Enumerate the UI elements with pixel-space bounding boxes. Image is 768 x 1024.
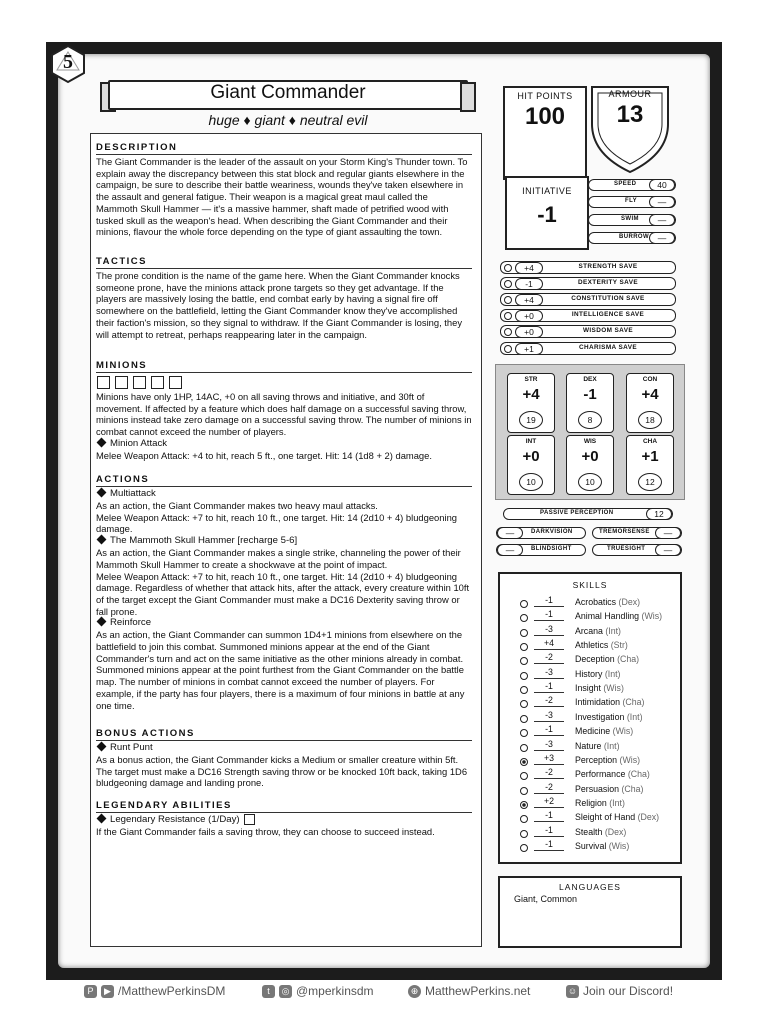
proficiency-dot[interactable]: [504, 296, 512, 304]
footer-website[interactable]: ⊕ MatthewPerkins.net: [408, 982, 530, 1000]
action-text: Melee Weapon Attack: +7 to hit, reach 10 ft., one target. Hit: 14 (2d10 + 4) bludgeoning damage. Regardless of whether that attack hits, after the attack, every creature within 10ft of the target except the Giant Commander must make a DC16 Dexterity saving throw or fall prone.: [96, 570, 470, 617]
skill-modifier: -1: [534, 811, 564, 822]
ability-str: STR +4 19: [507, 373, 555, 433]
skill-row: [520, 625, 680, 639]
proficiency-dot[interactable]: [520, 801, 528, 809]
skill-name: Medicine (Wis): [575, 726, 634, 737]
skill-modifier: -1: [534, 682, 564, 693]
skill-row: [520, 668, 680, 682]
skills-heading: SKILLS: [572, 580, 608, 590]
skill-row: [520, 610, 680, 624]
skill-modifier: -1: [534, 596, 564, 607]
tactics-section: [96, 256, 472, 340]
section-heading: TACTICS: [96, 256, 472, 269]
action-text: As an action, the Giant Commander makes a single strike, channeling the power of their Mammoth Skull Hammer to create a shockwave at the point of impact.: [96, 547, 461, 570]
skill-modifier: -1: [534, 610, 564, 621]
darkvision-pill: — DARKVISION: [496, 527, 586, 539]
minion-checkbox[interactable]: [169, 376, 182, 389]
skill-name: Survival (Wis): [575, 840, 630, 851]
footer-patreon[interactable]: P ▶ /MatthewPerkinsDM: [84, 982, 225, 1000]
skill-row: [520, 754, 680, 768]
skill-modifier: +3: [534, 754, 564, 765]
minions-section: [96, 360, 472, 462]
instagram-icon: ◎: [279, 985, 292, 998]
footer-discord[interactable]: ☺ Join our Discord!: [567, 984, 674, 998]
ability-dex: DEX -1 8: [566, 373, 614, 433]
d20-badge-icon: [48, 44, 88, 84]
minion-attack-name: Minion Attack: [96, 438, 472, 450]
legendary-section: [96, 800, 472, 838]
skill-modifier: -2: [534, 653, 564, 664]
dexterity-save: -1 DEXTERITY SAVE: [500, 277, 676, 290]
diamond-icon: [97, 617, 107, 627]
passive-perception-pill: PASSIVE PERCEPTION 12: [503, 508, 673, 520]
action-text: Melee Weapon Attack: +7 to hit, reach 10 ft., one target. Hit: 14 (2d10 + 4) bludgeoning damage.: [96, 511, 457, 535]
skill-name: Deception (Cha): [575, 654, 640, 665]
legendary-use-checkbox[interactable]: [244, 814, 255, 825]
description-section: [96, 142, 472, 238]
skill-row: [520, 711, 680, 725]
armour-value: 13: [616, 101, 644, 128]
proficiency-dot[interactable]: [520, 614, 528, 622]
action-name: The Mammoth Skull Hammer [recharge 5-6]: [96, 535, 472, 547]
skills-panel: [498, 572, 682, 864]
skill-name: Athletics (Str): [575, 640, 628, 651]
skill-name: Insight (Wis): [575, 683, 624, 694]
proficiency-dot[interactable]: [520, 830, 528, 838]
section-heading: LEGENDARY ABILITIES: [96, 800, 472, 813]
minions-text: Minions have only 1HP, 14AC, +0 on all saving throws and initiative, and 30ft of movement. If affected by a feature which does half damage on a successful saving throw, minions instead take zero damage on a successful saving throw. The number of minions in combat cannot exceed the number of players.: [96, 391, 472, 438]
skill-row: [520, 826, 680, 840]
skill-row: [520, 639, 680, 653]
section-heading: DESCRIPTION: [96, 142, 472, 155]
minion-checkbox[interactable]: [133, 376, 146, 389]
diamond-icon: [97, 488, 107, 498]
actions-section: [96, 474, 472, 711]
armour-label: ARMOUR: [608, 89, 652, 99]
proficiency-dot[interactable]: [504, 312, 512, 320]
minion-checkbox[interactable]: [97, 376, 110, 389]
languages-text: Giant, Common: [514, 894, 578, 904]
skill-row: [520, 653, 680, 667]
section-heading: ACTIONS: [96, 474, 472, 487]
creature-type: huge ♦ giant ♦ neutral evil: [208, 112, 368, 128]
hit-points-label: HIT POINTS: [517, 91, 573, 101]
skill-row: [520, 596, 680, 610]
skill-modifier: -3: [534, 668, 564, 679]
twitter-icon: t: [262, 985, 275, 998]
skill-name: Nature (Int): [575, 740, 620, 751]
skill-modifier: -3: [534, 740, 564, 751]
diamond-icon: [97, 437, 107, 447]
proficiency-dot[interactable]: [520, 844, 528, 852]
blindsight-pill: — BLINDSIGHT: [496, 544, 586, 556]
proficiency-dot[interactable]: [520, 758, 528, 766]
truesight-pill: TRUESIGHT —: [592, 544, 682, 556]
proficiency-dot[interactable]: [504, 264, 512, 272]
skill-name: Acrobatics (Dex): [575, 597, 641, 607]
discord-icon: ☺: [567, 985, 578, 996]
diamond-icon: [97, 814, 107, 824]
skill-row: [520, 840, 680, 854]
proficiency-dot[interactable]: [520, 643, 528, 651]
fly-pill: FLY —: [588, 196, 676, 208]
bonus-action-text: As a bonus action, the Giant Commander kicks a Medium or smaller creature within 5ft. The target must make a DC16 Strength saving throw or be knocked 10ft back, taking 1D6 bludgeoning damage and landing prone.: [96, 754, 468, 789]
strength-save: +4 STRENGTH SAVE: [500, 261, 676, 274]
proficiency-dot[interactable]: [520, 715, 528, 723]
hit-points-value: 100: [524, 103, 566, 130]
proficiency-dot[interactable]: [504, 280, 512, 288]
skill-name: Stealth (Dex): [575, 826, 627, 837]
skill-row: [520, 783, 680, 797]
minion-checkbox[interactable]: [151, 376, 164, 389]
proficiency-dot[interactable]: [520, 629, 528, 637]
initiative-value: -1: [537, 202, 557, 227]
cr-badge: 5: [63, 51, 73, 73]
diamond-icon: [97, 535, 107, 545]
skill-name: Persuasion (Cha): [575, 783, 644, 794]
initiative-label: INITIATIVE: [522, 186, 572, 196]
skill-row: [520, 725, 680, 739]
speed-pill: SPEED 40: [588, 179, 676, 191]
skill-modifier: -2: [534, 768, 564, 779]
charisma-save: +1 CHARISMA SAVE: [500, 342, 676, 355]
skill-name: Sleight of Hand (Dex): [575, 812, 660, 823]
section-heading: MINIONS: [96, 360, 472, 373]
skill-modifier: -3: [534, 711, 564, 722]
skill-row: [520, 811, 680, 825]
proficiency-dot[interactable]: [520, 600, 528, 608]
skill-modifier: -2: [534, 696, 564, 707]
ability-int: INT +0 10: [507, 435, 555, 495]
ability-con: CON +4 18: [626, 373, 674, 433]
skill-row: [520, 682, 680, 696]
youtube-icon: ▶: [101, 985, 114, 998]
intelligence-save: +0 INTELLIGENCE SAVE: [500, 309, 676, 322]
section-heading: BONUS ACTIONS: [96, 728, 472, 741]
action-name: Multiattack: [96, 488, 472, 500]
ability-cha: CHA +1 12: [626, 435, 674, 495]
action-name: Reinforce: [96, 617, 472, 629]
page-title: Giant Commander: [210, 82, 366, 103]
patreon-icon: P: [84, 985, 97, 998]
skill-modifier: -1: [534, 826, 564, 837]
speed-value: 40: [649, 179, 675, 191]
description-text: The Giant Commander is the leader of the assault on your Storm King's Thunder town. To explain away the discrepancy between this stat block and regular giants elsewhere in the campaign, be sure to describe their battle weariness, wounds they've taken elsewhere in the assault and general fatigue. Their weapon is a magical great maul called the Mammoth Skull Hammer — it's a massive hammer, shaft made of petrified wood with tusked skull as the weapon's head. When describing the Giant Commander and their minions, flavour the whole force depending on the type of giant assaulting the town.: [96, 156, 468, 238]
skill-modifier: -1: [534, 725, 564, 736]
minion-checkbox[interactable]: [115, 376, 128, 389]
skill-name: Arcana (Int): [575, 625, 621, 636]
title-banner: [100, 80, 476, 110]
stat-text-column: [90, 133, 482, 947]
swim-value: —: [649, 214, 675, 226]
hit-points-box: [503, 86, 587, 180]
minion-attack-text: Melee Weapon Attack: +4 to hit, reach 5 ft., one target. Hit: 14 (1d8 + 2) damage.: [96, 449, 432, 461]
footer-social[interactable]: t ◎ @mperkinsdm: [262, 982, 374, 1000]
skill-modifier: +4: [534, 639, 564, 650]
proficiency-dot[interactable]: [520, 815, 528, 823]
skill-name: Religion (Int): [575, 797, 625, 808]
languages-panel: [498, 876, 682, 948]
constitution-save: +4 CONSTITUTION SAVE: [500, 293, 676, 306]
skill-name: Perception (Wis): [575, 754, 641, 765]
diamond-icon: [97, 742, 107, 752]
ability-scores-panel: [495, 364, 685, 500]
proficiency-dot[interactable]: [520, 657, 528, 665]
wisdom-save: +0 WISDOM SAVE: [500, 325, 676, 338]
skill-row: [520, 768, 680, 782]
languages-heading: LANGUAGES: [559, 882, 621, 892]
tremorsense-pill: TREMORSENSE —: [592, 527, 682, 539]
fly-value: —: [649, 196, 675, 208]
bonus-actions-section: [96, 728, 472, 789]
skill-name: History (Int): [575, 668, 621, 679]
proficiency-dot[interactable]: [520, 686, 528, 694]
skill-name: Performance (Cha): [575, 769, 650, 780]
proficiency-dot[interactable]: [504, 345, 512, 353]
skill-row: [520, 696, 680, 710]
armour-shield: [588, 84, 672, 174]
passive-perception-value: 12: [646, 508, 672, 520]
skill-modifier: +2: [534, 797, 564, 808]
proficiency-dot[interactable]: [520, 672, 528, 680]
burrow-value: —: [649, 232, 675, 244]
proficiency-dot[interactable]: [520, 729, 528, 737]
legendary-text: If the Giant Commander fails a saving throw, they can choose to succeed instead.: [96, 826, 435, 838]
proficiency-dot[interactable]: [504, 328, 512, 336]
burrow-pill: BURROW —: [588, 232, 676, 244]
skill-name: Investigation (Int): [575, 711, 643, 722]
minion-tracker: [97, 376, 472, 389]
skill-modifier: -3: [534, 625, 564, 636]
action-text: As an action, the Giant Commander makes two heavy maul attacks.: [96, 500, 378, 511]
skill-modifier: -1: [534, 840, 564, 851]
skill-modifier: -2: [534, 783, 564, 794]
tactics-text: The prone condition is the name of the game here. When the Giant Commander knocks someone prone, have the minions attack prone targets so they get advantage. If the players are massively losing the battle, end combat early by having a signal fire off somewhere on the battlefield, letting the Giant Commander know they've accomplished their faction's mission, so they signal to withdraw. If the Giant Commander is losing, they will attempt to retreat, perhaps reappearing later in the campaign.: [96, 270, 463, 340]
skill-row: [520, 740, 680, 754]
skill-name: Animal Handling (Wis): [575, 611, 663, 622]
skill-row: [520, 797, 680, 811]
action-text: As an action, the Giant Commander can summon 1D4+1 minions from elsewhere on the battlefield to join this combat. Summoned minions appear at the end of the Giant Commander's turn and act on the same initiative as the other minions already in combat. Summoned minions appear at the point furthest from the Giant Commander on the battle map. The number of minions in combat cannot exceed the number of players. For example, if the party has four players, there is a maximum of four minions in battle at any one time.: [96, 629, 465, 711]
bonus-action-name: Runt Punt: [96, 742, 472, 754]
proficiency-dot[interactable]: [520, 744, 528, 752]
swim-pill: SWIM —: [588, 214, 676, 226]
proficiency-dot[interactable]: [520, 772, 528, 780]
legendary-name: Legendary Resistance (1/Day): [96, 814, 472, 826]
ability-wis: WIS +0 10: [566, 435, 614, 495]
proficiency-dot[interactable]: [520, 787, 528, 795]
initiative-box: [505, 176, 589, 250]
skill-name: Intimidation (Cha): [575, 697, 645, 708]
globe-icon: ⊕: [408, 985, 421, 998]
proficiency-dot[interactable]: [520, 700, 528, 708]
